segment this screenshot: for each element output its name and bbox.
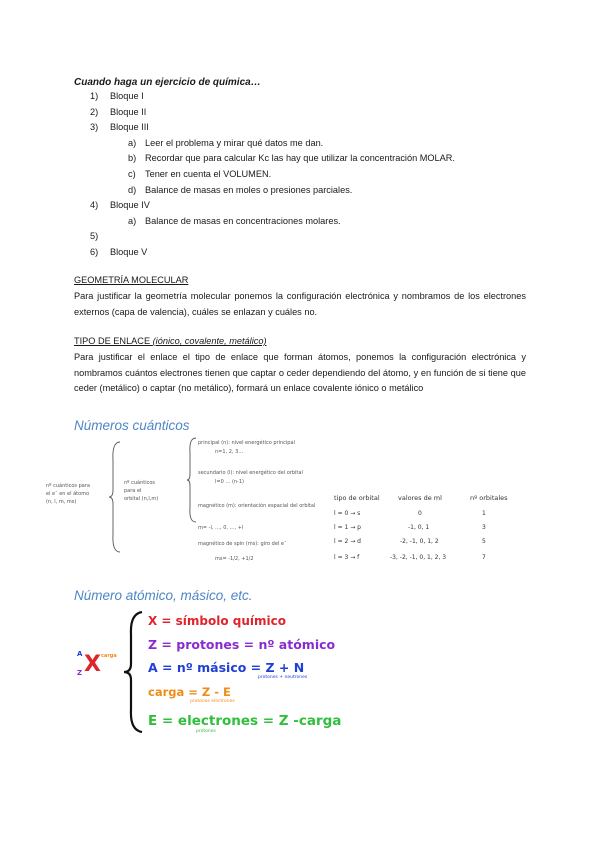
list-item-text: Tener en cuenta el VOLUMEN.: [145, 168, 272, 179]
geometria-title: GEOMETRÍA MOLECULAR: [74, 275, 189, 285]
item-magnetico-values: m= -l, …, 0, …, +l: [198, 525, 244, 531]
item-principal-values: n=1, 2, 3…: [215, 449, 244, 455]
list-item-number: a): [128, 215, 137, 226]
table-cell: -1, 0, 1: [408, 524, 430, 531]
left-note-1: nº cuánticos para: [46, 483, 90, 489]
left-note-3: (n, l, m, ms): [46, 499, 77, 505]
mid-note-1: nº cuánticos: [124, 480, 156, 486]
list-item-text: Leer el problema y mirar qué datos me dan.: [145, 137, 324, 148]
table-cell: -3, -2, -1, 0, 1, 2, 3: [390, 554, 447, 561]
list-item-text: Bloque V: [110, 246, 148, 257]
table-cell: 7: [482, 554, 486, 561]
mid-note-3: orbital (n,l,m): [124, 496, 159, 502]
item-spin: magnético de spin (ms): giro del eˉ: [198, 541, 287, 547]
list-item-number: 2): [90, 106, 99, 117]
geometria-paragraph: Para justificar la geometría molecular ponemos la configuración electrónica y nombramos de los electrones externos (capa de valencia), cuáles se enlazan y cuáles no.: [74, 291, 526, 317]
enlace-title-main: TIPO DE ENLACE: [74, 336, 153, 346]
table-cell: 3: [482, 524, 486, 531]
atomico-line: Z = protones = nº atómico: [148, 637, 336, 652]
list-item-text: Bloque I: [110, 91, 144, 101]
table-cell: -2, -1, 0, 1, 2: [400, 538, 439, 545]
atomico-line: A = nº másico = Z + N: [148, 660, 305, 675]
brace-left: [108, 440, 122, 554]
list-item-text: Bloque III: [110, 122, 149, 133]
atomico-line: X = símbolo químico: [148, 614, 287, 628]
enlace-paragraph: Para justificar el enlace el tipo de enlace que forman átomos, ponemos la configuración electrónica y nombramos cuántos electrones tienen que captar o ceder dependiendo del átomo, y en función de si tiene que ceder (metálico) o captar (no metálico), formará un enlace covalente iónico o metálico: [74, 352, 526, 394]
list-item-text: Balance de masas en concentraciones molares.: [145, 215, 341, 226]
table-cell: l = 0 → s: [334, 510, 361, 517]
atomico-line-sub: protones + neutrones: [258, 674, 308, 680]
table-header-ml: valores de ml: [398, 494, 442, 502]
cuanticos-heading: Números cuánticos: [74, 418, 190, 433]
list-item-number: b): [128, 153, 137, 164]
list-item-number: 6): [90, 246, 99, 257]
list-item-number: 5): [90, 231, 99, 242]
list-item-number: 1): [90, 91, 99, 101]
mass-number-label: A: [77, 650, 83, 658]
list-item-number: d): [128, 184, 137, 195]
item-principal: principal (n): nivel energético principal: [198, 440, 295, 446]
list-item-text: Bloque II: [110, 106, 147, 117]
atomic-number-label: Z: [77, 669, 83, 677]
element-symbol: X: [84, 652, 101, 677]
atomico-line-sub: protones electrones: [190, 698, 235, 704]
table-header-orbital: tipo de orbital: [334, 494, 380, 502]
item-secundario: secundario (l): nivel energético del orbital: [198, 470, 303, 476]
table-cell: l = 3 → f: [334, 554, 360, 561]
atomico-line: E = electrones = Z -carga: [148, 713, 342, 729]
left-note-2: el eˉ en el átomo: [46, 491, 90, 497]
item-secundario-values: l=0 … (n-1): [215, 479, 244, 485]
item-magnetico: magnético (m): orientación espacial del orbital: [198, 503, 316, 509]
intro-heading: Cuando haga un ejercicio de química…: [74, 77, 261, 88]
big-brace: [122, 610, 146, 734]
table-cell: l = 1 → p: [334, 524, 361, 531]
atomico-heading: Número atómico, másico, etc.: [74, 588, 253, 603]
table-cell: 1: [482, 510, 486, 517]
table-header-norbitales: nº orbitales: [470, 494, 508, 502]
list-item-number: 3): [90, 122, 99, 133]
charge-label: carga: [101, 653, 117, 659]
list-item-number: a): [128, 137, 137, 148]
list-item-text: Recordar que para calcular Kc las hay que utilizar la concentración MOLAR.: [145, 153, 455, 164]
item-spin-values: ms= -1/2, +1/2: [215, 556, 254, 562]
mid-note-2: para el: [124, 488, 142, 494]
table-cell: 5: [482, 538, 486, 545]
list-item-number: c): [128, 168, 136, 179]
enlace-title-paren: (iónico, covalente, metálico): [152, 336, 267, 346]
table-cell: l = 2 → d: [334, 538, 361, 545]
list-item-text: Balance de masas en moles o presiones parciales.: [145, 184, 353, 195]
atomico-line-sub: protones: [196, 728, 216, 734]
atomico-line: carga = Z - E: [148, 685, 231, 699]
list-item-number: 4): [90, 200, 99, 211]
list-item-text: Bloque IV: [110, 200, 150, 211]
brace-right: [186, 436, 198, 524]
table-cell: 0: [418, 510, 422, 517]
enlace-title: [74, 336, 267, 346]
